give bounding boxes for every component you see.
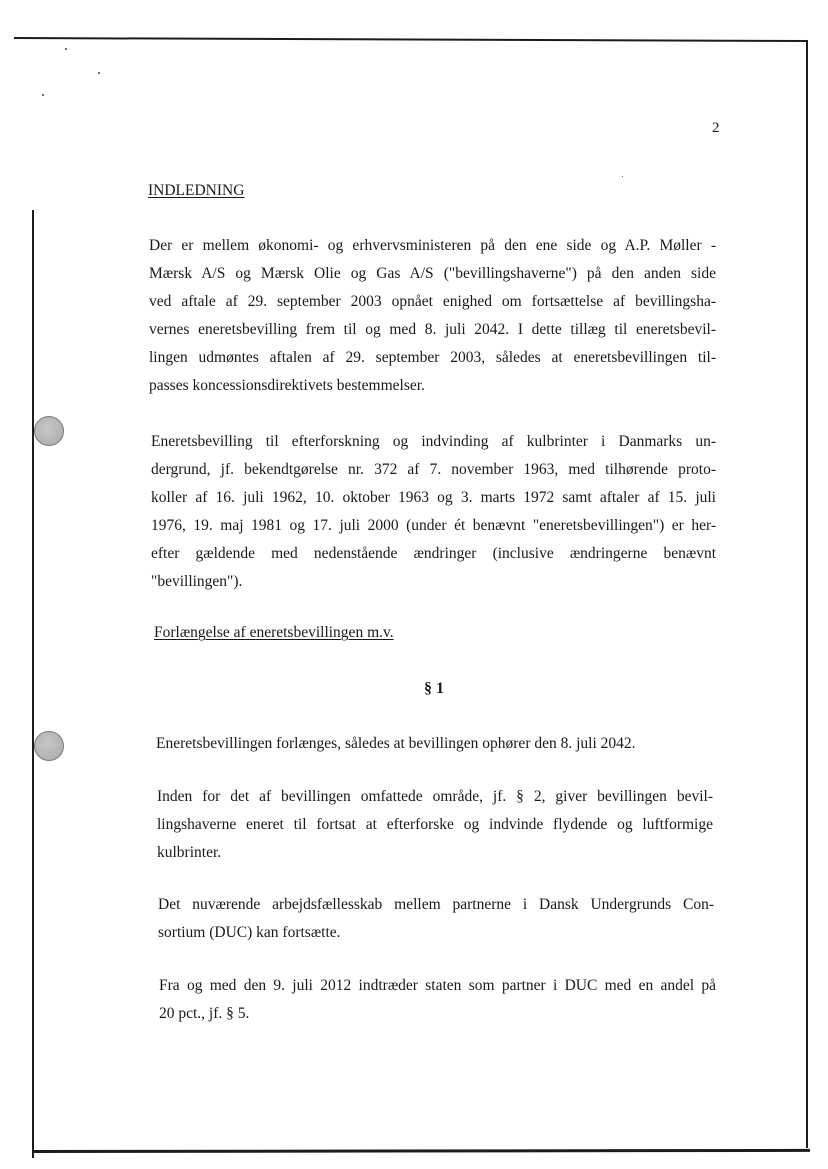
scan-speck [98, 72, 100, 74]
punch-hole [34, 416, 64, 446]
text-line: "bevillingen"). [151, 573, 243, 590]
text-line: Eneretsbevillingen forlænges, således at bevillingen ophører den 8. juli 2042. [156, 735, 636, 752]
text-line: efter gældende med nedenstående ændringer (inclusive ændringerne benævnt [151, 545, 716, 562]
text-line: 20 pct., jf. § 5. [159, 1005, 250, 1022]
text-line: Eneretsbevilling til efterforskning og indvinding af kulbrinter i Danmarks un- [151, 433, 716, 450]
text-line: kulbrinter. [157, 844, 222, 861]
scan-border-left [32, 210, 34, 1158]
scan-speck [622, 176, 623, 177]
scan-border-right [806, 40, 808, 1148]
extension-heading: Forlængelse af eneretsbevillingen m.v. [154, 624, 394, 641]
text-line: vernes eneretsbevilling frem til og med 8. juli 2042. I dette tillæg til eneretsbevil- [149, 321, 716, 338]
text-line: Det nuværende arbejdsfællesskab mellem partnerne i Dansk Undergrunds Con- [158, 896, 714, 913]
text-line: Der er mellem økonomi- og erhvervsministeren på den ene side og A.P. Møller - [149, 237, 716, 254]
text-line: 1976, 19. maj 1981 og 17. juli 2000 (under ét benævnt "eneretsbevillingen") er her- [151, 517, 716, 534]
text-line: sortium (DUC) kan fortsætte. [158, 924, 341, 941]
text-line: koller af 16. juli 1962, 10. oktober 1963 og 3. marts 1972 samt aftaler af 15. juli [151, 489, 716, 506]
text-line: dergrund, jf. bekendtgørelse nr. 372 af 7. november 1963, med tilhørende proto- [151, 461, 716, 478]
intro-heading: INDLEDNING [148, 182, 245, 199]
punch-hole [34, 731, 64, 761]
section-mark: § 1 [424, 680, 444, 697]
text-line: ved aftale af 29. september 2003 opnået enighed om fortsættelse af bevillingsha- [149, 293, 716, 310]
text-line: lingshaverne eneret til fortsat at efterforske og indvinde flydende og luftformige [157, 816, 713, 833]
page-number: 2 [712, 120, 720, 136]
text-line: Inden for det af bevillingen omfattede område, jf. § 2, giver bevillingen bevil- [157, 788, 713, 805]
text-line: Mærsk A/S og Mærsk Olie og Gas A/S ("bevillingshaverne") på den anden side [149, 265, 716, 282]
text-line: Fra og med den 9. juli 2012 indtræder staten som partner i DUC med en andel på [159, 977, 716, 994]
scan-border-bottom [32, 1149, 810, 1153]
scan-border-top [14, 37, 808, 42]
scan-speck [42, 94, 44, 96]
scan-speck [65, 48, 67, 50]
text-line: passes koncessionsdirektivets bestemmelser. [149, 377, 425, 394]
text-line: lingen udmøntes aftalen af 29. september 2003, således at eneretsbevillingen til- [149, 349, 716, 366]
